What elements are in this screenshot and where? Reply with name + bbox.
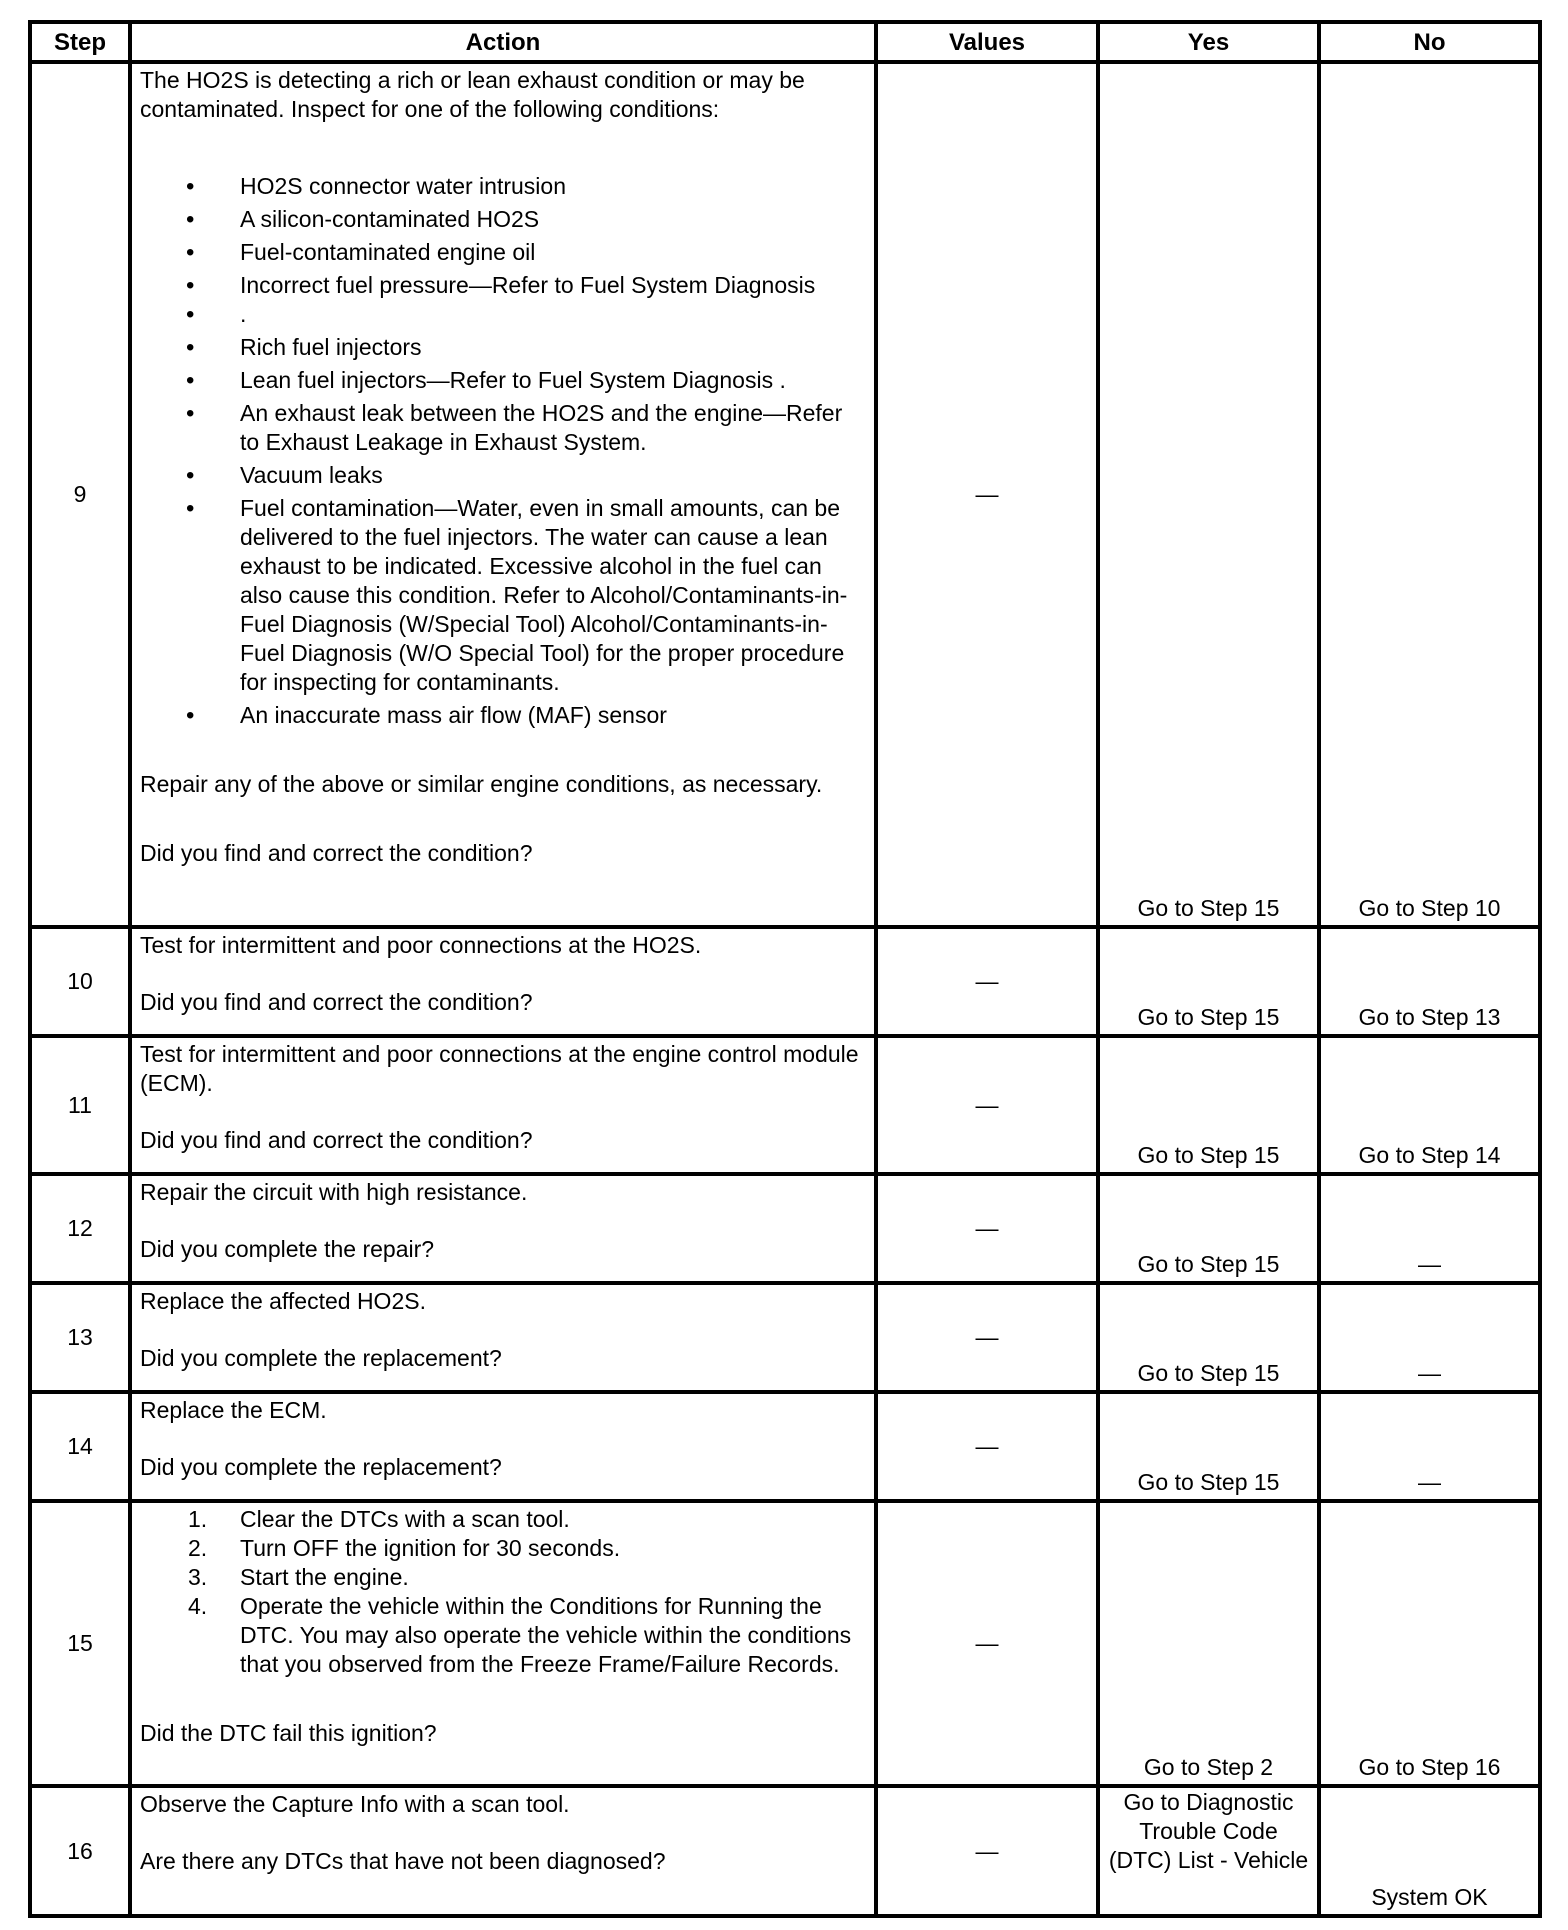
values-cell: — xyxy=(876,1036,1098,1174)
step-number: 12 xyxy=(30,1174,130,1283)
procedure-step xyxy=(140,1505,866,1534)
action-repair: Repair any of the above or similar engine conditions, as necessary. xyxy=(140,771,823,797)
step-number: 14 xyxy=(30,1392,130,1501)
yes-cell: Go to Step 15 xyxy=(1098,1392,1319,1501)
header-yes: Yes xyxy=(1098,22,1319,62)
action-text: Test for intermittent and poor connections at the engine control module (ECM). xyxy=(140,1041,859,1096)
list-item: • An exhaust leak between the HO2S and the engine—Refer to Exhaust Leakage in Exhaust System. xyxy=(140,399,866,457)
header-no: No xyxy=(1319,22,1540,62)
no-cell: Go to Step 10 xyxy=(1319,62,1540,927)
action-cell xyxy=(130,1036,876,1174)
yes-cell: Go to Step 15 xyxy=(1098,927,1319,1036)
no-cell: Go to Step 13 xyxy=(1319,927,1540,1036)
procedure-step-text: Start the engine. xyxy=(240,1564,409,1590)
values-cell: — xyxy=(876,1174,1098,1283)
action-question: Did you find and correct the condition? xyxy=(140,840,533,866)
list-item: • An inaccurate mass air flow (MAF) sensor xyxy=(140,701,866,730)
table-row-step-16 xyxy=(30,1786,1540,1916)
no-cell: — xyxy=(1319,1174,1540,1283)
table-row-step-10 xyxy=(30,927,1540,1036)
list-item: • Lean fuel injectors—Refer to Fuel System Diagnosis . xyxy=(140,366,866,395)
action-question: Did you find and correct the condition? xyxy=(140,989,533,1015)
procedure-step xyxy=(140,1592,866,1679)
list-item: • Vacuum leaks xyxy=(140,461,866,490)
action-text: Replace the ECM. xyxy=(140,1397,327,1423)
procedure-list xyxy=(140,1505,866,1679)
table-row-step-11 xyxy=(30,1036,1540,1174)
header-values: Values xyxy=(876,22,1098,62)
no-cell: — xyxy=(1319,1392,1540,1501)
action-cell xyxy=(130,62,876,927)
action-intro: The HO2S is detecting a rich or lean exhaust condition or may be contaminated. Inspect for one of the following conditions: xyxy=(140,67,805,122)
list-item-continuation: • . xyxy=(140,300,866,329)
action-text: Observe the Capture Info with a scan tool. xyxy=(140,1791,570,1817)
list-item: • Fuel contamination—Water, even in small amounts, can be delivered to the fuel injectors. The water can cause a lean exhaust to be indicated. Excessive alcohol in the fuel can also cause this condition. Refer to Alcohol/Contaminants-in-Fuel Diagnosis (W/Special Tool) Alcohol/Contaminants-in-Fuel Diagnosis (W/O Special Tool) for the proper procedure for inspecting for contaminants. xyxy=(140,494,866,697)
step-number: 9 xyxy=(30,62,130,927)
values-cell: — xyxy=(876,927,1098,1036)
action-cell xyxy=(130,927,876,1036)
yes-cell: Go to Step 15 xyxy=(1098,1036,1319,1174)
action-cell xyxy=(130,1501,876,1786)
action-question: Did you complete the repair? xyxy=(140,1236,435,1262)
action-question: Did the DTC fail this ignition? xyxy=(140,1720,437,1746)
table-header-row xyxy=(30,22,1540,62)
action-cell xyxy=(130,1392,876,1501)
action-cell xyxy=(130,1174,876,1283)
procedure-step-text: Turn OFF the ignition for 30 seconds. xyxy=(240,1535,621,1561)
action-question: Did you complete the replacement? xyxy=(140,1454,502,1480)
step-number: 10 xyxy=(30,927,130,1036)
diagnostic-table xyxy=(28,20,1542,1918)
step-number: 16 xyxy=(30,1786,130,1916)
list-item: • Rich fuel injectors xyxy=(140,333,866,362)
table-row-step-9 xyxy=(30,62,1540,927)
list-item: • A silicon-contaminated HO2S xyxy=(140,205,866,234)
action-cell xyxy=(130,1283,876,1392)
yes-cell: Go to Step 15 xyxy=(1098,1174,1319,1283)
procedure-step-text: Clear the DTCs with a scan tool. xyxy=(240,1506,570,1532)
no-cell: System OK xyxy=(1319,1786,1540,1916)
table-row-step-12 xyxy=(30,1174,1540,1283)
action-text: Test for intermittent and poor connections at the HO2S. xyxy=(140,932,702,958)
procedure-step xyxy=(140,1563,866,1592)
action-question: Are there any DTCs that have not been diagnosed? xyxy=(140,1848,666,1874)
list-item: • HO2S connector water intrusion xyxy=(140,172,866,201)
step-number: 13 xyxy=(30,1283,130,1392)
values-cell: — xyxy=(876,1786,1098,1916)
no-cell: Go to Step 14 xyxy=(1319,1036,1540,1174)
condition-list xyxy=(140,172,866,730)
action-text: Replace the affected HO2S. xyxy=(140,1288,426,1314)
yes-cell: Go to Step 15 xyxy=(1098,62,1319,927)
step-number: 11 xyxy=(30,1036,130,1174)
table-row-step-13 xyxy=(30,1283,1540,1392)
values-cell: — xyxy=(876,1283,1098,1392)
yes-cell: Go to Step 15 xyxy=(1098,1283,1319,1392)
table-row-step-15 xyxy=(30,1501,1540,1786)
no-cell: — xyxy=(1319,1283,1540,1392)
header-step: Step xyxy=(30,22,130,62)
no-cell: Go to Step 16 xyxy=(1319,1501,1540,1786)
table-row-step-14 xyxy=(30,1392,1540,1501)
action-question: Did you complete the replacement? xyxy=(140,1345,502,1371)
procedure-step-text: Operate the vehicle within the Conditions for Running the DTC. You may also operate the vehicle within the conditions that you observed from the Freeze Frame/Failure Records. xyxy=(240,1593,852,1677)
procedure-step xyxy=(140,1534,866,1563)
yes-cell: Go to Diagnostic Trouble Code (DTC) List - Vehicle xyxy=(1098,1786,1319,1916)
procedure-step-number: 3. xyxy=(188,1564,208,1590)
yes-cell: Go to Step 2 xyxy=(1098,1501,1319,1786)
values-cell: — xyxy=(876,62,1098,927)
procedure-step-number: 4. xyxy=(188,1593,208,1619)
list-item: • Fuel-contaminated engine oil xyxy=(140,238,866,267)
action-text: Repair the circuit with high resistance. xyxy=(140,1179,528,1205)
action-cell xyxy=(130,1786,876,1916)
procedure-step-number: 2. xyxy=(188,1535,208,1561)
procedure-step-number: 1. xyxy=(188,1506,208,1532)
action-question: Did you find and correct the condition? xyxy=(140,1127,533,1153)
values-cell: — xyxy=(876,1392,1098,1501)
list-item: • Incorrect fuel pressure—Refer to Fuel System Diagnosis xyxy=(140,271,866,300)
step-number: 15 xyxy=(30,1501,130,1786)
values-cell: — xyxy=(876,1501,1098,1786)
header-action: Action xyxy=(130,22,876,62)
